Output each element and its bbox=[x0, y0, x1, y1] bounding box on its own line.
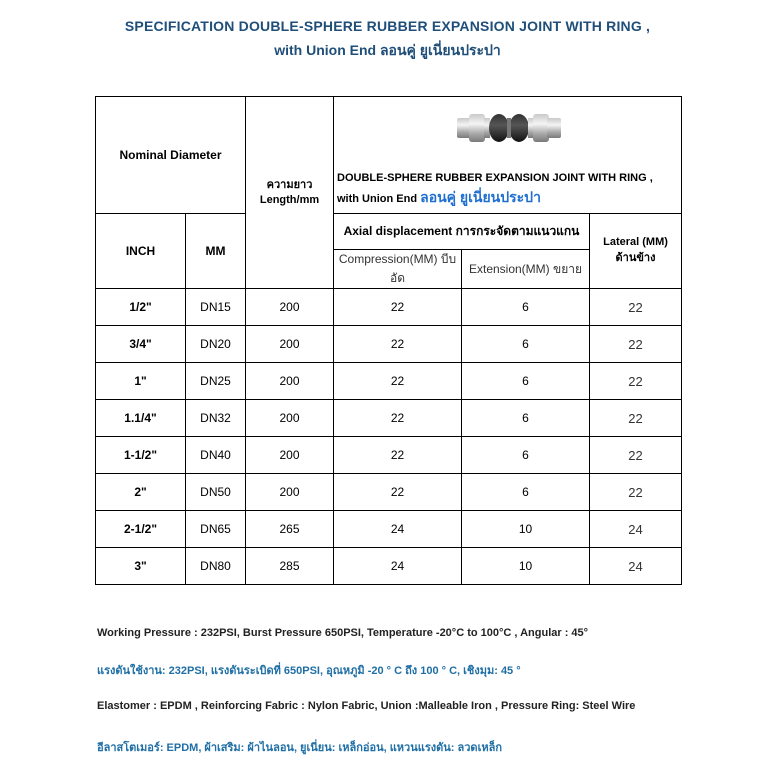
lateral-header bbox=[590, 214, 682, 289]
compression-cell: 22 bbox=[334, 363, 462, 400]
compression-cell: 22 bbox=[334, 289, 462, 326]
nominal-diameter-header: Nominal Diameter bbox=[96, 97, 246, 214]
lateral-header-th: ด้านข้าง bbox=[615, 252, 656, 264]
compression-cell: 22 bbox=[334, 400, 462, 437]
length-cell: 200 bbox=[246, 437, 334, 474]
product-name-line2 bbox=[337, 187, 681, 209]
table-row bbox=[96, 326, 682, 363]
extension-cell: 6 bbox=[462, 363, 590, 400]
product-name-en: DOUBLE-SPHERE RUBBER EXPANSION JOINT WITH RING , bbox=[337, 172, 653, 184]
working-pressure-th: แรงดันใช้งาน: 232PSI, แรงดันระเบิดที่ 650PSI, อุณหภูมิ -20 ° C ถึง 100 ° C, เชิงมุม: 45 ° bbox=[97, 665, 521, 677]
lateral-cell: 22 bbox=[590, 363, 682, 400]
table-row bbox=[96, 400, 682, 437]
table-row bbox=[96, 363, 682, 400]
lateral-cell: 22 bbox=[590, 326, 682, 363]
extension-cell: 10 bbox=[462, 548, 590, 585]
mm-cell: DN80 bbox=[186, 548, 246, 585]
compression-cell: 24 bbox=[334, 548, 462, 585]
inch-cell: 2" bbox=[96, 474, 186, 511]
length-cell: 200 bbox=[246, 326, 334, 363]
inch-cell: 1-1/2" bbox=[96, 437, 186, 474]
mm-cell: DN25 bbox=[186, 363, 246, 400]
mm-cell: DN65 bbox=[186, 511, 246, 548]
page-title-line2: with Union End ลอนคู่ ยูเนี่ยนประปา bbox=[274, 42, 501, 58]
mm-cell: DN32 bbox=[186, 400, 246, 437]
lateral-cell: 24 bbox=[590, 548, 682, 585]
compression-cell: 22 bbox=[334, 474, 462, 511]
length-cell: 200 bbox=[246, 400, 334, 437]
lateral-cell: 22 bbox=[590, 437, 682, 474]
extension-header: Extension(MM) ขยาย bbox=[462, 250, 590, 289]
product-name-th: ลอนคู่ ยูเนี่ยนประปา bbox=[420, 189, 541, 205]
inch-cell: 1.1/4" bbox=[96, 400, 186, 437]
mm-cell: DN50 bbox=[186, 474, 246, 511]
length-header bbox=[246, 97, 334, 289]
product-union-end: with Union End bbox=[337, 193, 418, 205]
compression-header: Compression(MM) บีบอัด bbox=[334, 250, 462, 289]
lateral-header-en: Lateral (MM) bbox=[603, 236, 668, 248]
inch-cell: 1" bbox=[96, 363, 186, 400]
extension-cell: 6 bbox=[462, 437, 590, 474]
table-row bbox=[96, 511, 682, 548]
extension-cell: 6 bbox=[462, 326, 590, 363]
length-cell: 285 bbox=[246, 548, 334, 585]
length-cell: 200 bbox=[246, 289, 334, 326]
table-row bbox=[96, 548, 682, 585]
inch-header: INCH bbox=[96, 214, 186, 289]
elastomer-en: Elastomer : EPDM , Reinforcing Fabric : Nylon Fabric, Union :Malleable Iron , Pressure Ring: Steel Wire bbox=[97, 700, 636, 712]
working-pressure-en: Working Pressure : 232PSI, Burst Pressure 650PSI, Temperature -20°C to 100°C , Angular : 45° bbox=[97, 627, 589, 639]
page-title-line1: SPECIFICATION DOUBLE-SPHERE RUBBER EXPANSION JOINT WITH RING , bbox=[124, 18, 651, 34]
inch-cell: 3/4" bbox=[96, 326, 186, 363]
length-header-th: ความยาว bbox=[266, 178, 313, 191]
mm-cell: DN15 bbox=[186, 289, 246, 326]
lateral-cell: 24 bbox=[590, 511, 682, 548]
expansion-joint-image bbox=[453, 106, 565, 150]
length-cell: 200 bbox=[246, 363, 334, 400]
specification-table bbox=[95, 96, 682, 585]
compression-cell: 22 bbox=[334, 437, 462, 474]
mm-cell: DN40 bbox=[186, 437, 246, 474]
extension-cell: 10 bbox=[462, 511, 590, 548]
mm-header: MM bbox=[186, 214, 246, 289]
lateral-cell: 22 bbox=[590, 400, 682, 437]
table-row bbox=[96, 437, 682, 474]
extension-cell: 6 bbox=[462, 474, 590, 511]
mm-cell: DN20 bbox=[186, 326, 246, 363]
table-row bbox=[96, 289, 682, 326]
inch-cell: 1/2" bbox=[96, 289, 186, 326]
lateral-cell: 22 bbox=[590, 474, 682, 511]
table-row bbox=[96, 474, 682, 511]
elastomer-th: อีลาสโตเมอร์: EPDM, ผ้าเสริม: ผ้าไนลอน, ยูเนี่ยน: เหล็กอ่อน, แหวนแรงดัน: ลวดเหล็ก bbox=[97, 742, 502, 754]
inch-cell: 2-1/2" bbox=[96, 511, 186, 548]
length-cell: 265 bbox=[246, 511, 334, 548]
compression-cell: 24 bbox=[334, 511, 462, 548]
extension-cell: 6 bbox=[462, 289, 590, 326]
compression-cell: 22 bbox=[334, 326, 462, 363]
axial-displacement-header: Axial displacement การกระจัดตามแนวแกน bbox=[334, 214, 590, 250]
lateral-cell: 22 bbox=[590, 289, 682, 326]
length-header-en: Length/mm bbox=[259, 193, 320, 206]
inch-cell: 3" bbox=[96, 548, 186, 585]
length-cell: 200 bbox=[246, 474, 334, 511]
extension-cell: 6 bbox=[462, 400, 590, 437]
product-header bbox=[334, 97, 682, 214]
